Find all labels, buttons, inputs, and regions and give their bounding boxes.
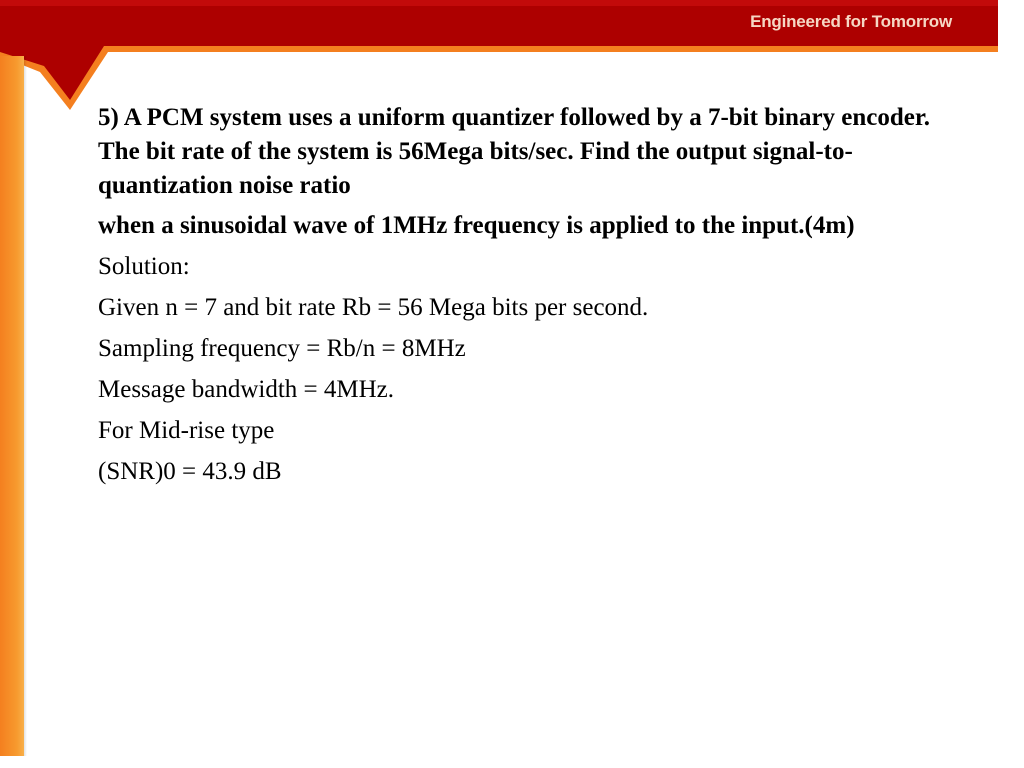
left-accent-shadow	[24, 56, 27, 756]
header-tagline: Engineered for Tomorrow	[750, 12, 952, 31]
solution-line: Sampling frequency = Rb/n = 8MHz	[98, 335, 466, 362]
slide-content	[98, 101, 968, 489]
solution-heading: Solution:	[98, 253, 190, 280]
solution-line: (SNR)0 = 43.9 dB	[98, 458, 282, 485]
solution-line: Message bandwidth = 4MHz.	[98, 376, 394, 403]
question-text-continued: when a sinusoidal wave of 1MHz frequency is applied to the input.(4m)	[98, 212, 855, 239]
header-band-highlight	[0, 0, 998, 6]
solution-line: For Mid-rise type	[98, 417, 275, 444]
question-text: 5) A PCM system uses a uniform quantizer followed by a 7-bit binary encoder. The bit rate of the system is 56Mega bits/sec. Find the output signal-to-quantization noise ratio	[98, 104, 930, 199]
left-accent-bar	[0, 56, 24, 756]
solution-line: Given n = 7 and bit rate Rb = 56 Mega bits per second.	[98, 294, 649, 321]
